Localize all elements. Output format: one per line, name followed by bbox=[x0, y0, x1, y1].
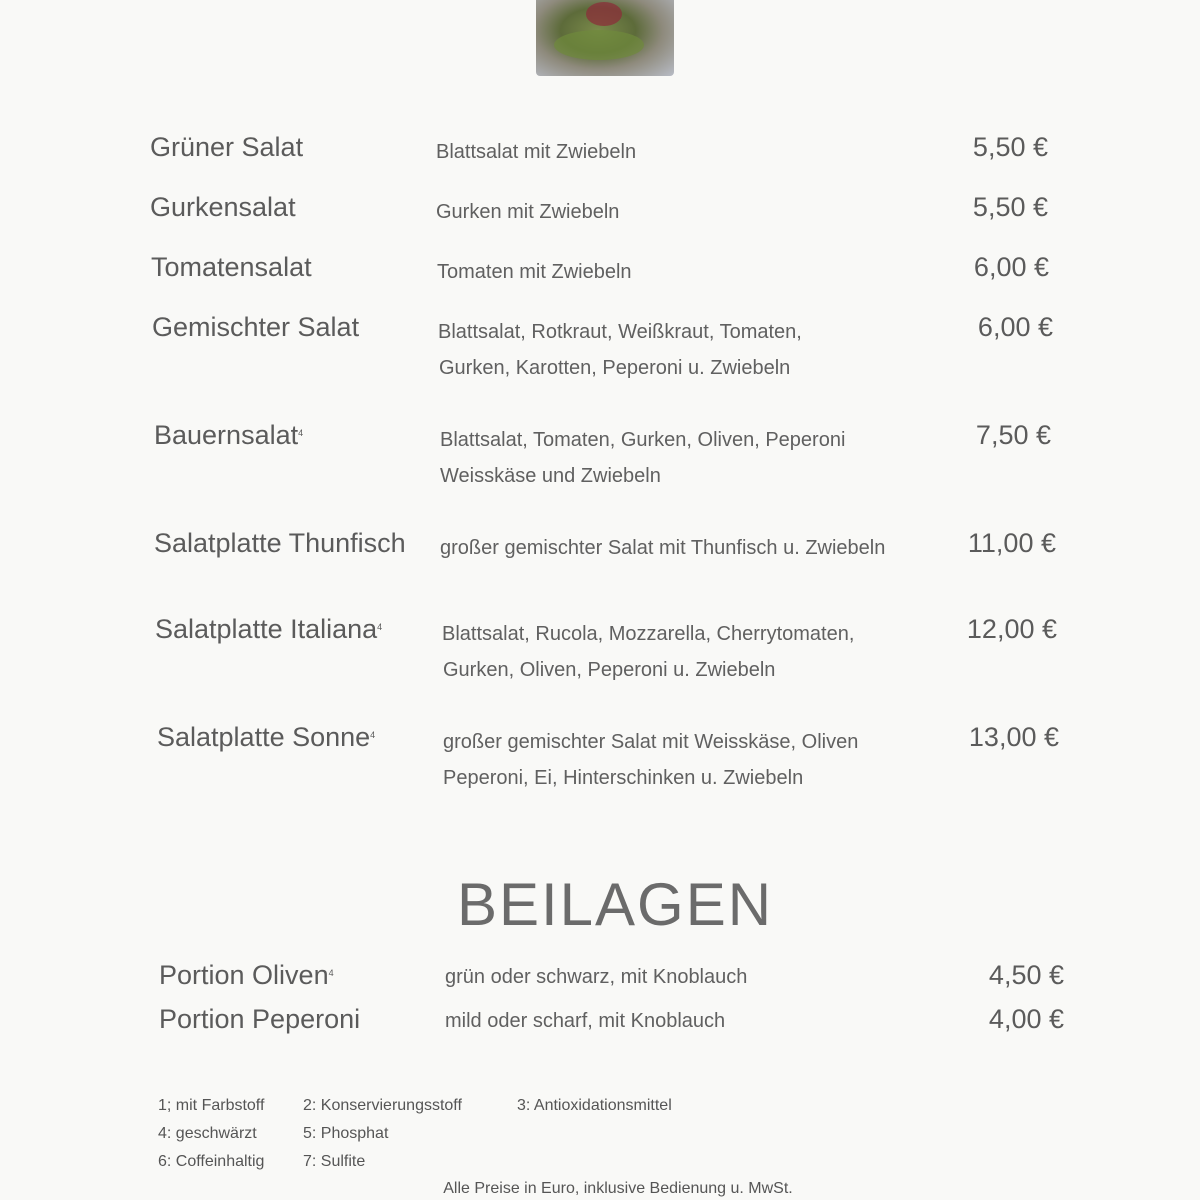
item-price: 13,00 € bbox=[968, 722, 1059, 752]
item-name: Portion Peperoni bbox=[159, 1004, 361, 1034]
item-name: Bauernsalat$^4$ bbox=[154, 420, 304, 450]
footnote: 7: Sulfite bbox=[303, 1153, 366, 1170]
footnote: 5: Phosphat bbox=[303, 1125, 389, 1142]
item-name: Tomatensalat bbox=[151, 252, 312, 282]
item-price: 6,00 € bbox=[973, 252, 1049, 282]
item-name: Gurkensalat bbox=[150, 192, 296, 222]
item-name: Salatplatte Italiana$^4$ bbox=[155, 614, 383, 644]
item-desc: Gurken, Karotten, Peperoni u. Zwiebeln bbox=[439, 357, 791, 379]
item-desc: Peperoni, Ei, Hinterschinken u. Zwiebeln bbox=[443, 767, 804, 789]
item-desc: Blattsalat, Tomaten, Gurken, Oliven, Peperoni bbox=[440, 429, 846, 451]
item-name: Grüner Salat bbox=[150, 132, 304, 162]
item-desc: Blattsalat, Rotkraut, Weißkraut, Tomaten, bbox=[438, 321, 802, 343]
item-desc: großer gemischter Salat mit Thunfisch u. Zwiebeln bbox=[440, 537, 886, 559]
item-desc: Weisskäse und Zwiebeln bbox=[440, 465, 661, 487]
item-price: 6,00 € bbox=[977, 312, 1053, 342]
item-price: 5,50 € bbox=[972, 192, 1048, 222]
item-desc: Gurken, Oliven, Peperoni u. Zwiebeln bbox=[443, 659, 776, 681]
item-price: 12,00 € bbox=[966, 614, 1057, 644]
item-desc: grün oder schwarz, mit Knoblauch bbox=[445, 966, 748, 988]
item-desc: großer gemischter Salat mit Weisskäse, Oliven bbox=[443, 731, 859, 753]
footnote: 2: Konservierungsstoff bbox=[303, 1097, 462, 1114]
item-price: 5,50 € bbox=[972, 132, 1048, 162]
item-name: Salatplatte Sonne$^4$ bbox=[157, 722, 376, 752]
item-price: 7,50 € bbox=[975, 420, 1051, 450]
footnote: 1; mit Farbstoff bbox=[158, 1097, 265, 1114]
item-desc: Blattsalat, Rucola, Mozzarella, Cherrytomaten, bbox=[442, 623, 855, 645]
item-desc: Gurken mit Zwiebeln bbox=[436, 201, 620, 223]
item-desc: Blattsalat mit Zwiebeln bbox=[436, 141, 637, 163]
item-name: Gemischter Salat bbox=[152, 312, 360, 342]
item-price: 4,00 € bbox=[988, 1004, 1064, 1034]
item-name: Salatplatte Thunfisch bbox=[154, 528, 406, 558]
salad-photo bbox=[536, 0, 674, 76]
item-price: 11,00 € bbox=[967, 528, 1056, 558]
section-title-beilagen: BEILAGEN bbox=[456, 871, 774, 938]
footnote: 6: Coffeinhaltig bbox=[158, 1153, 265, 1170]
item-desc: mild oder scharf, mit Knoblauch bbox=[445, 1010, 726, 1032]
item-desc: Tomaten mit Zwiebeln bbox=[437, 261, 632, 283]
item-price: 4,50 € bbox=[988, 960, 1064, 990]
footnote: 4: geschwärzt bbox=[158, 1125, 257, 1142]
footnote: 3: Antioxidationsmittel bbox=[517, 1097, 672, 1114]
price-note: Alle Preise in Euro, inklusive Bedienung u. MwSt. bbox=[443, 1180, 793, 1197]
item-name: Portion Oliven$^4$ bbox=[159, 960, 334, 990]
